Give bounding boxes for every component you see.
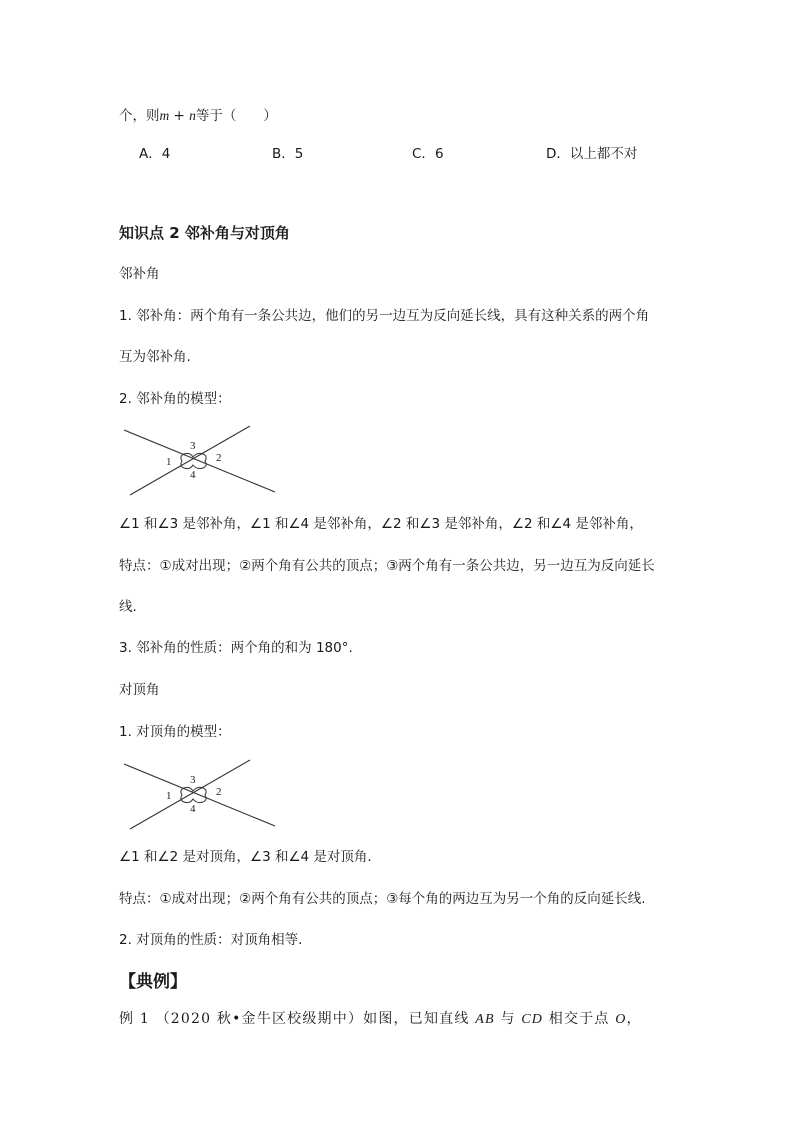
section-title: 知识点 2 邻补角与对顶角: [119, 224, 290, 242]
option-c: [412, 145, 444, 163]
figure-line-1: [124, 764, 275, 826]
angle-label-2: 2: [216, 452, 222, 464]
option-d-value: 以上都不对: [569, 146, 638, 162]
var-n: n: [189, 108, 196, 123]
example-heading: 【典例】: [119, 972, 187, 992]
figure-line-2: [130, 426, 250, 495]
adjacent-definition-line2: 互为邻补角.: [119, 349, 191, 365]
adjacent-features-line2: 线.: [119, 599, 137, 615]
line-ab: AB: [475, 1012, 495, 1027]
angle-arc-marks: [181, 787, 206, 802]
question-stem-suffix: 等于（ ）: [195, 108, 277, 124]
option-d: [546, 145, 637, 163]
option-c-value: 6: [434, 146, 444, 162]
angle-label-3: 3: [190, 774, 196, 786]
option-c-letter: C．: [412, 146, 435, 162]
vertical-angle-figure: [120, 756, 280, 832]
adjacent-features-line1: 特点：①成对出现；②两个角有公共的顶点；③两个角有一条公共边，另一边互为反向延长: [119, 558, 655, 574]
option-b-value: 5: [294, 146, 304, 162]
plus-sign: +: [169, 108, 190, 124]
example-mid1: 与: [494, 1011, 522, 1027]
angle-label-4: 4: [190, 803, 196, 815]
angle-label-3: 3: [190, 440, 196, 452]
figure-line-1: [124, 430, 275, 492]
adjacent-definition-line1: 1. 邻补角：两个角有一条公共边，他们的另一边互为反向延长线，具有这种关系的两个角: [119, 308, 650, 324]
adjacent-model-title: 2. 邻补角的模型：: [119, 391, 231, 407]
angle-arc-marks: [181, 453, 206, 468]
angle-label-2: 2: [216, 786, 222, 798]
option-a-value: 4: [161, 146, 171, 162]
angle-label-4: 4: [190, 469, 196, 481]
option-b: [272, 145, 303, 163]
angle-label-1: 1: [166, 790, 172, 802]
point-o: O: [615, 1012, 627, 1027]
vertical-features: 特点：①成对出现；②两个角有公共的顶点；③每个角的两边互为另一个角的反向延长线.: [119, 891, 646, 907]
adjacent-property: 3. 邻补角的性质：两个角的和为 180°.: [119, 640, 353, 656]
option-d-letter: D．: [546, 146, 570, 162]
example-prefix: 例 1 （2020 秋•金牛区校级期中）如图，已知直线: [119, 1011, 476, 1027]
example-1-stem: [119, 1010, 642, 1029]
vertical-property: 2. 对顶角的性质：对顶角相等.: [119, 932, 303, 948]
angle-label-1: 1: [166, 456, 172, 468]
vertical-subtitle: 对顶角: [119, 682, 160, 698]
option-a-letter: A．: [139, 146, 162, 162]
question-stem-prefix: 个，则: [119, 108, 160, 124]
adjacent-subtitle: 邻补角: [119, 266, 160, 282]
vertical-pairs: ∠1 和∠2 是对顶角，∠3 和∠4 是对顶角.: [119, 849, 372, 865]
question-stem: [119, 107, 277, 125]
adjacent-pairs: ∠1 和∠3 是邻补角，∠1 和∠4 是邻补角，∠2 和∠3 是邻补角，∠2 和∠4 是邻补角，: [119, 516, 643, 532]
figure-line-2: [130, 760, 250, 829]
option-a: [139, 145, 170, 163]
line-cd: CD: [521, 1012, 544, 1027]
example-mid2: 相交于点: [543, 1011, 616, 1027]
var-m: m: [159, 108, 170, 123]
example-suffix: ，: [626, 1011, 642, 1027]
adjacent-angle-figure: [120, 422, 280, 498]
option-b-letter: B．: [272, 146, 295, 162]
vertical-model-title: 1. 对顶角的模型：: [119, 724, 231, 740]
